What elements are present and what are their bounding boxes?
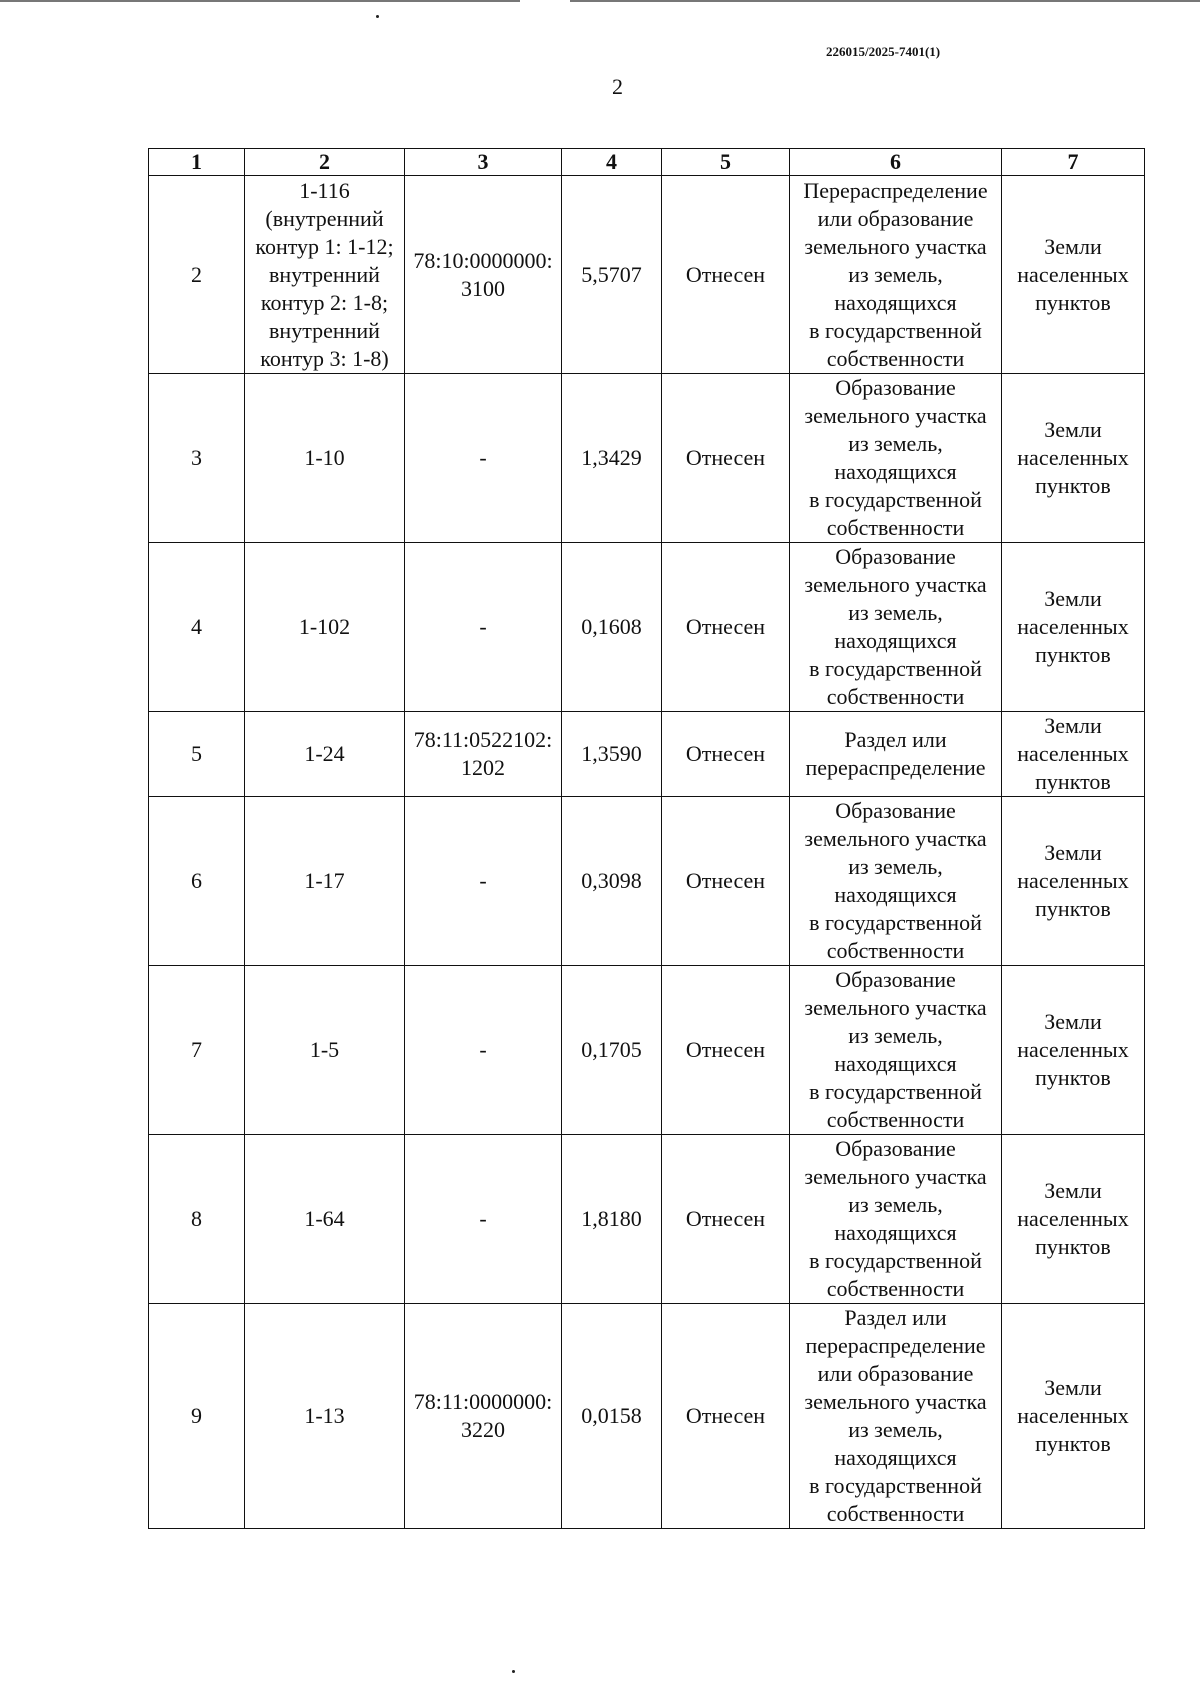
table-header-row [149, 149, 1145, 176]
contour-points-cell [245, 374, 405, 543]
cadastral-number-cell [405, 1304, 562, 1529]
cell-text-line: 8 [191, 1206, 202, 1231]
row-number-cell [149, 797, 245, 966]
formation-method-cell [790, 1304, 1002, 1529]
cell-text-line: из земель, [848, 600, 943, 625]
cell-text-line: перераспределение [805, 1333, 986, 1358]
cell-text-line: в государственной [809, 487, 982, 512]
cell-text-line: Образование [835, 375, 956, 400]
cell-text-line: собственности [826, 1501, 965, 1526]
cell-text-line: земельного участка [804, 572, 987, 597]
land-category-cell [1002, 1135, 1145, 1304]
land-category-cell [1002, 374, 1145, 543]
cell-text-line: земельного участка [804, 826, 987, 851]
land-category-cell [1002, 797, 1145, 966]
table-row [149, 797, 1145, 966]
page-number: 2 [612, 74, 623, 99]
cell-text-line: внутренний [269, 261, 380, 287]
cell-text-line: Отнесен [685, 614, 766, 639]
area-cell [562, 1135, 662, 1304]
cell-text-line: находящихся [834, 1051, 957, 1076]
cell-text-line: населенных [1017, 868, 1129, 893]
cell-text-line: пунктов [1035, 642, 1111, 667]
cadastral-number-cell [405, 543, 562, 712]
cell-text-line: 1-10 [304, 445, 345, 470]
cell-text-line: собственности [826, 1107, 965, 1132]
cell-text-line: Земли [1044, 1009, 1102, 1034]
cell-text-line: 1,3590 [581, 741, 642, 766]
cell-text-line: 1-64 [304, 1206, 345, 1231]
cell-text-line: земельного участка [804, 1389, 987, 1414]
contour-points-cell [245, 712, 405, 797]
cell-text-line: перераспределение [805, 755, 986, 780]
area-cell [562, 712, 662, 797]
row-number-cell [149, 374, 245, 543]
cell-text-line: пунктов [1035, 289, 1111, 315]
table-row [149, 966, 1145, 1135]
cell-text-line: Раздел или [844, 1305, 947, 1330]
cell-text-line: 1202 [461, 755, 505, 780]
cell-text-line: 6 [191, 868, 202, 893]
cell-text-line: находящихся [834, 882, 957, 907]
cadastral-number-cell [405, 797, 562, 966]
cell-text-line: собственности [826, 345, 965, 371]
cell-text-line: 5,5707 [581, 261, 642, 287]
column-header: 6 [790, 149, 1002, 176]
formation-method-cell [790, 374, 1002, 543]
cell-text-line: пунктов [1035, 1431, 1111, 1456]
cell-text-line: 0,3098 [581, 868, 642, 893]
cell-text-line: Образование [835, 798, 956, 823]
column-header: 2 [245, 149, 405, 176]
cell-text-line: Отнесен [685, 261, 766, 287]
cadastral-number-cell [405, 1135, 562, 1304]
status-cell [662, 966, 790, 1135]
status-cell [662, 543, 790, 712]
formation-method-cell [790, 176, 1002, 374]
status-cell [662, 712, 790, 797]
cell-text-line: Земли [1044, 417, 1102, 442]
cell-text-line: 2 [191, 261, 202, 287]
cell-text-line: 1-24 [304, 741, 345, 766]
cadastral-number-cell [405, 966, 562, 1135]
cell-text-line: Земли [1044, 233, 1102, 259]
row-number-cell [149, 1304, 245, 1529]
cell-text-line: земельного участка [804, 233, 987, 259]
cell-text-line: 3100 [461, 275, 505, 301]
land-category-cell [1002, 176, 1145, 374]
scan-edge-line [570, 0, 1200, 2]
cell-text-line: пунктов [1035, 896, 1111, 921]
cell-text-line: населенных [1017, 1206, 1129, 1231]
column-header: 3 [405, 149, 562, 176]
area-cell [562, 543, 662, 712]
formation-method-cell [790, 966, 1002, 1135]
cell-text-line: в государственной [809, 1473, 982, 1498]
cell-text-line: 1-5 [309, 1037, 340, 1062]
cell-text-line: Отнесен [685, 741, 766, 766]
cell-text-line: собственности [826, 938, 965, 963]
cadastral-number-cell [405, 712, 562, 797]
cell-text-line: населенных [1017, 261, 1129, 287]
cell-text-line: населенных [1017, 1037, 1129, 1062]
cell-text-line: 1-102 [298, 614, 351, 639]
area-cell [562, 374, 662, 543]
cell-text-line: Земли [1044, 713, 1102, 738]
table-row [149, 543, 1145, 712]
cell-text-line: Земли [1044, 1375, 1102, 1400]
status-cell [662, 797, 790, 966]
cell-text-line: Образование [835, 1136, 956, 1161]
cell-text-line: - [479, 868, 487, 893]
cell-text-line: в государственной [809, 1248, 982, 1273]
cell-text-line: находящихся [834, 459, 957, 484]
cell-text-line: земельного участка [804, 403, 987, 428]
cell-text-line: Отнесен [685, 1037, 766, 1062]
scan-edge-line [0, 0, 520, 2]
cell-text-line: находящихся [834, 289, 957, 315]
cell-text-line: Земли [1044, 586, 1102, 611]
contour-points-cell [245, 543, 405, 712]
formation-method-cell [790, 797, 1002, 966]
contour-points-cell [245, 1304, 405, 1529]
cell-text-line: находящихся [834, 628, 957, 653]
contour-points-cell [245, 1135, 405, 1304]
cell-text-line: населенных [1017, 1403, 1129, 1428]
row-number-cell [149, 966, 245, 1135]
cell-text-line: внутренний [269, 317, 380, 343]
cell-text-line: из земель, [848, 1192, 943, 1217]
cell-text-line: Перераспределение [803, 177, 988, 203]
cell-text-line: 0,1705 [581, 1037, 642, 1062]
cell-text-line: или образование [817, 205, 974, 231]
status-cell [662, 1304, 790, 1529]
cell-text-line: земельного участка [804, 1164, 987, 1189]
cell-text-line: населенных [1017, 614, 1129, 639]
land-category-cell [1002, 543, 1145, 712]
cell-text-line: в государственной [809, 656, 982, 681]
cell-text-line: пунктов [1035, 473, 1111, 498]
cell-text-line: 78:10:0000000: [413, 247, 553, 273]
formation-method-cell [790, 712, 1002, 797]
cell-text-line: 3 [191, 445, 202, 470]
cell-text-line: 0,1608 [581, 614, 642, 639]
cell-text-line: 1-17 [304, 868, 345, 893]
cell-text-line: населенных [1017, 445, 1129, 470]
cell-text-line: 1-116 [299, 177, 350, 203]
contour-points-cell [245, 966, 405, 1135]
cell-text-line: из земель, [848, 431, 943, 456]
cell-text-line: находящихся [834, 1445, 957, 1470]
cell-text-line: 1,3429 [581, 445, 642, 470]
cell-text-line: 78:11:0522102: [413, 727, 553, 752]
land-plots-table [148, 148, 1145, 1529]
area-cell [562, 176, 662, 374]
land-category-cell [1002, 966, 1145, 1135]
table-row [149, 1304, 1145, 1529]
cell-text-line: Отнесен [685, 445, 766, 470]
document-id: 226015/2025-7401(1) [826, 44, 941, 59]
contour-points-cell [245, 797, 405, 966]
cell-text-line: 5 [191, 741, 202, 766]
formation-method-cell [790, 543, 1002, 712]
cell-text-line: Образование [835, 967, 956, 992]
cell-text-line: из земель, [848, 854, 943, 879]
area-cell [562, 797, 662, 966]
cell-text-line: в государственной [809, 910, 982, 935]
cell-text-line: или образование [817, 1361, 974, 1386]
row-number-cell [149, 712, 245, 797]
cell-text-line: 0,0158 [581, 1403, 642, 1428]
cadastral-number-cell [405, 176, 562, 374]
contour-points-cell [245, 176, 405, 374]
table-row [149, 374, 1145, 543]
cell-text-line: Образование [835, 544, 956, 569]
cadastral-number-cell [405, 374, 562, 543]
cell-text-line: (внутренний [265, 205, 384, 231]
cell-text-line: контур 1: 1-12; [255, 233, 394, 259]
table-row [149, 1135, 1145, 1304]
cell-text-line: Земли [1044, 840, 1102, 865]
cell-text-line: 4 [191, 614, 202, 639]
cell-text-line: в государственной [809, 317, 982, 343]
cell-text-line: - [479, 614, 487, 639]
status-cell [662, 374, 790, 543]
cell-text-line: собственности [826, 1276, 965, 1301]
cell-text-line: из земель, [848, 261, 943, 287]
cell-text-line: контур 2: 1-8; [260, 289, 389, 315]
cell-text-line: пунктов [1035, 769, 1111, 794]
row-number-cell [149, 1135, 245, 1304]
status-cell [662, 176, 790, 374]
cell-text-line: 1,8180 [581, 1206, 642, 1231]
column-header: 7 [1002, 149, 1145, 176]
column-header: 1 [149, 149, 245, 176]
cell-text-line: Отнесен [685, 868, 766, 893]
cell-text-line: собственности [826, 684, 965, 709]
cell-text-line: - [479, 1037, 487, 1062]
cell-text-line: 1-13 [304, 1403, 345, 1428]
cell-text-line: земельного участка [804, 995, 987, 1020]
cell-text-line: населенных [1017, 741, 1129, 766]
cell-text-line: 9 [191, 1403, 202, 1428]
row-number-cell [149, 176, 245, 374]
scan-speck [376, 15, 379, 18]
cell-text-line: Раздел или [844, 727, 947, 752]
table-row [149, 712, 1145, 797]
cell-text-line: пунктов [1035, 1065, 1111, 1090]
cell-text-line: пунктов [1035, 1234, 1111, 1259]
cell-text-line: Отнесен [685, 1206, 766, 1231]
land-category-cell [1002, 712, 1145, 797]
cell-text-line: из земель, [848, 1023, 943, 1048]
cell-text-line: находящихся [834, 1220, 957, 1245]
column-header: 4 [562, 149, 662, 176]
cell-text-line: из земель, [848, 1417, 943, 1442]
cell-text-line: собственности [826, 515, 965, 540]
row-number-cell [149, 543, 245, 712]
cell-text-line: в государственной [809, 1079, 982, 1104]
cell-text-line: - [479, 1206, 487, 1231]
formation-method-cell [790, 1135, 1002, 1304]
table-row [149, 176, 1145, 374]
cell-text-line: 78:11:0000000: [413, 1389, 553, 1414]
land-category-cell [1002, 1304, 1145, 1529]
cell-text-line: Отнесен [685, 1403, 766, 1428]
cell-text-line: - [479, 445, 487, 470]
scan-speck [512, 1670, 515, 1673]
cell-text-line: контур 3: 1-8) [260, 345, 389, 371]
area-cell [562, 1304, 662, 1529]
cell-text-line: 3220 [461, 1417, 505, 1442]
area-cell [562, 966, 662, 1135]
cell-text-line: 7 [191, 1037, 202, 1062]
cell-text-line: Земли [1044, 1178, 1102, 1203]
status-cell [662, 1135, 790, 1304]
column-header: 5 [662, 149, 790, 176]
